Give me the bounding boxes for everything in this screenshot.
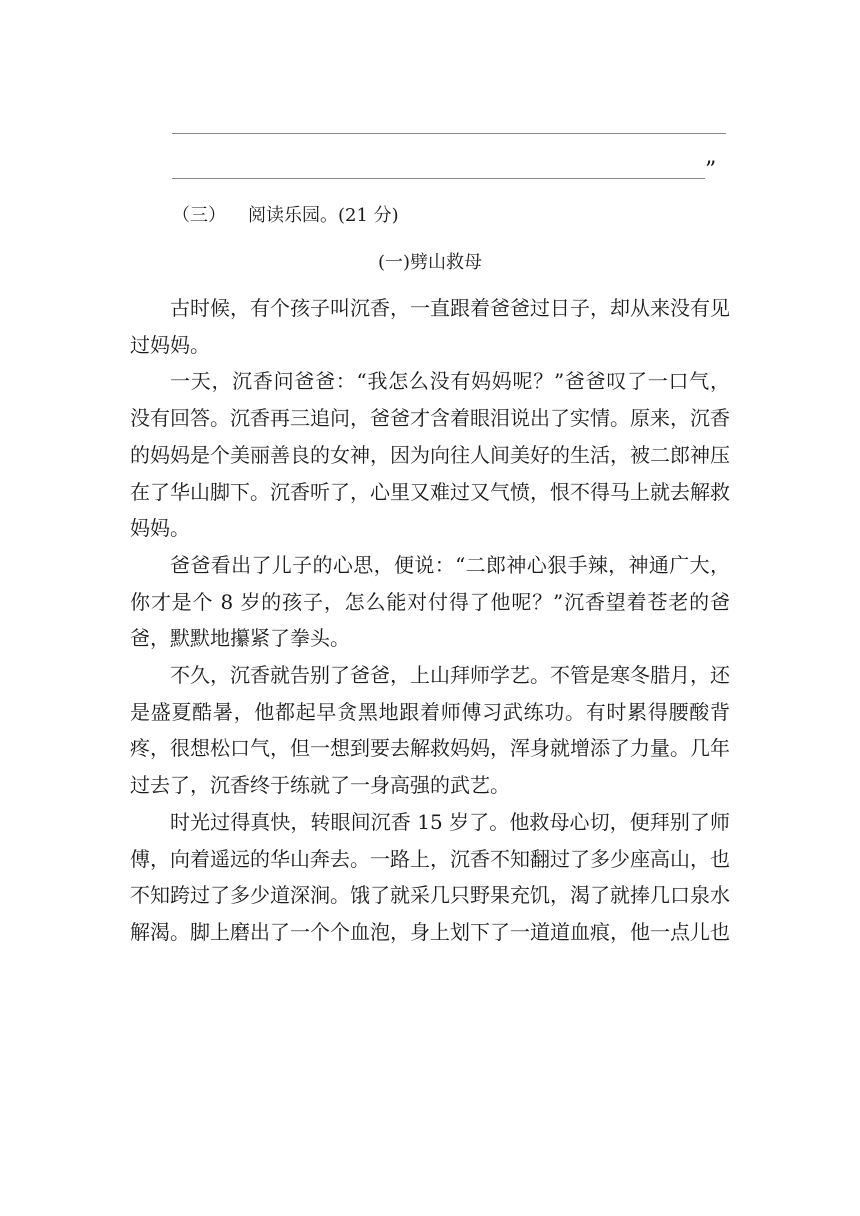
section-title: 阅读乐园。(21 分) — [248, 205, 399, 226]
section-heading — [172, 202, 399, 230]
story-body — [130, 290, 730, 951]
story-paragraph-1: 古时候，有个孩子叫沉香，一直跟着爸爸过日子，却从来没有见过妈妈。 — [130, 296, 730, 357]
story-paragraph-5: 时光过得真快，转眼间沉香 15 岁了。他救母心切，便拜别了师傅，向着遥远的华山奔去。一路上，沉香不知翻过了多少座高山，也不知跨过了多少道深涧。饿了就采几只野果充饥，渴了就捧几口泉水解渴。脚上磨出了一个个血泡，身上划下了一道道血痕，他一点儿也 — [130, 809, 730, 944]
story-title: (一)劈山救母 — [377, 252, 483, 273]
story-paragraph-2: 一天，沉香问爸爸：“我怎么没有妈妈呢？”爸爸叹了一口气，没有回答。沉香再三追问，爸爸才含着眼泪说出了实情。原来，沉香的妈妈是个美丽善良的女神，因为向往人间美好的生活，被二郎神压在了华山脚下。沉香听了，心里又难过又气愤，恨不得马上就去解救妈妈。 — [130, 369, 730, 541]
section-index: （三） — [172, 205, 226, 226]
closing-quote-mark: ” — [705, 158, 717, 183]
answer-line-1 — [172, 133, 726, 134]
answer-line-2 — [172, 178, 705, 179]
story-paragraph-4: 不久，沉香就告别了爸爸，上山拜师学艺。不管是寒冬腊月，还是盛夏酷暑，他都起早贪黑地跟着师傅习武练功。有时累得腰酸背疼，很想松口气，但一想到要去解救妈妈，浑身就增添了力量。几年过去了，沉香终于练就了一身高强的武艺。 — [130, 663, 730, 798]
story-paragraph-3: 爸爸看出了儿子的心思，便说：“二郎神心狠手辣，神通广大，你才是个 8 岁的孩子，怎么能对付得了他呢？”沉香望着苍老的爸爸，默默地攥紧了拳头。 — [130, 552, 730, 651]
